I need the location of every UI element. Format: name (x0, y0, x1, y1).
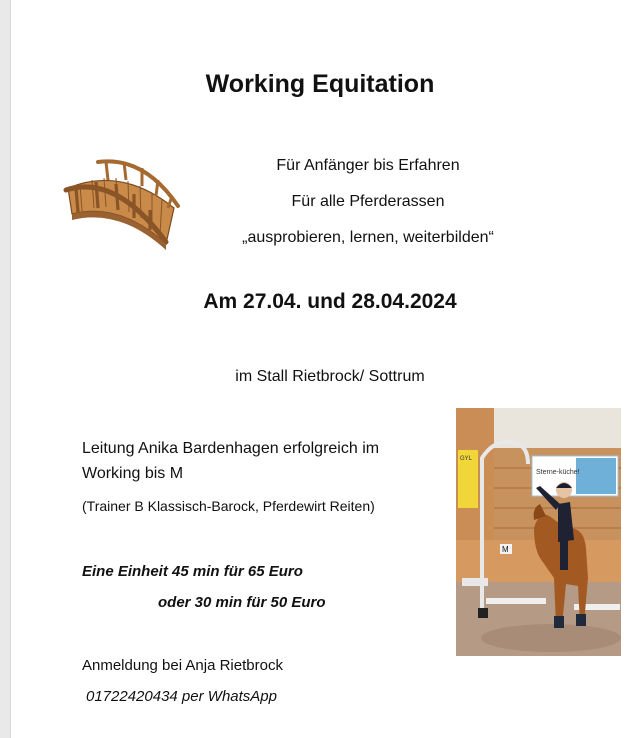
flyer-title: Working Equitation (205, 70, 435, 98)
intro-line-level: Für Anfänger bis Erfahren (276, 157, 460, 174)
trainer-qualification: (Trainer B Klassisch-Barock, Pferdewirt Reiten) (82, 498, 375, 514)
photo-banner-text: Sterne-küche! (536, 469, 580, 476)
intro-line-motto: „ausprobieren, lernen, weiterbilden“ (242, 229, 494, 246)
price-line-45min: Eine Einheit 45 min für 65 Euro (82, 563, 303, 580)
photo-sign-text: GYL (460, 456, 473, 462)
wooden-bridge-icon (62, 158, 184, 256)
photo-marker-letter: M (502, 545, 509, 554)
intro-line-breeds: Für alle Pferderassen (291, 193, 445, 210)
price-line-30min: oder 30 min für 50 Euro (158, 594, 326, 611)
intro-block (218, 148, 518, 256)
lead-block (82, 436, 442, 486)
signup-contact: Anmeldung bei Anja Rietbrock (82, 657, 283, 674)
rider-horse-photo (456, 408, 621, 656)
event-dates: Am 27.04. und 28.04.2024 (203, 290, 457, 313)
lead-line-1: Leitung Anika Bardenhagen erfolgreich im (82, 440, 380, 457)
lead-line-2: Working bis M (82, 465, 184, 482)
event-location: im Stall Rietbrock/ Sottrum (235, 368, 425, 385)
phone-number: 01722420434 per WhatsApp (86, 688, 277, 705)
